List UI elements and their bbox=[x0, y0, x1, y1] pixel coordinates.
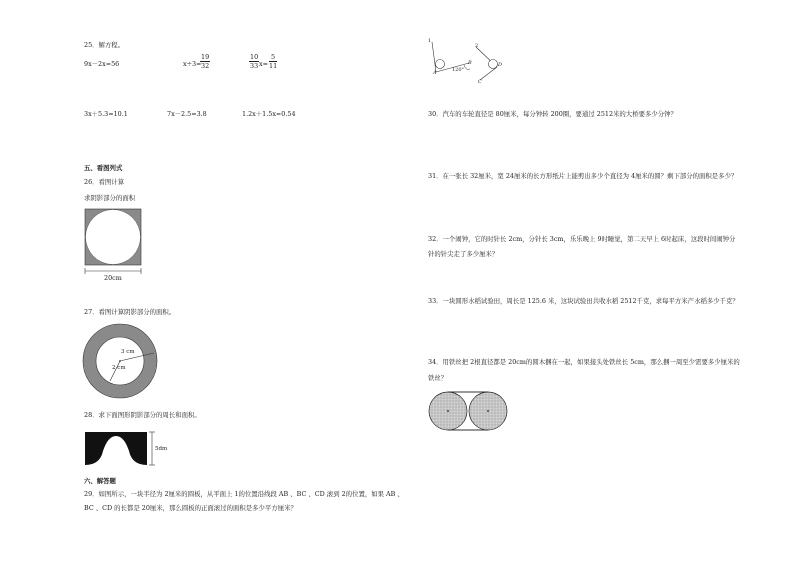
q26-dimension-label: 20cm bbox=[104, 274, 122, 282]
q25-eq3-right-denominator: 11 bbox=[269, 62, 278, 71]
q27-title: 27．看图计算阴影部分的面积。 bbox=[84, 308, 176, 316]
q29-label-a: A bbox=[433, 70, 437, 76]
q26-subtitle: 求阴影部分的面积 bbox=[84, 194, 136, 202]
q27-inner-radius-label: 2 cm bbox=[112, 365, 126, 371]
q26-title: 26．看图计算 bbox=[84, 178, 125, 186]
q29-label-b: B bbox=[468, 60, 472, 66]
q29-line2: BC 、CD 的长都是 20厘米，那么圆板的正面滚过的面积是多少平方厘米？ bbox=[84, 504, 297, 512]
q34-logs-figure bbox=[428, 391, 510, 431]
q25-eq2-numerator: 19 bbox=[201, 53, 210, 61]
q25-eq3-right-fraction bbox=[269, 54, 277, 70]
q29-label-c: C bbox=[478, 79, 482, 85]
q28-title: 28．求下面图形阴影部分的周长和面积。 bbox=[84, 411, 201, 419]
q29-angle-label: 120° bbox=[452, 67, 465, 73]
q26-white-circle bbox=[86, 210, 141, 265]
q30-text: 30．汽车的车轮直径是 80厘米，每分钟转 200圈，要通过 2512米的大桥要多少分钟？ bbox=[428, 110, 677, 118]
q28-dimension-label: 5dm bbox=[155, 446, 168, 452]
q29-segment-cd bbox=[480, 67, 497, 80]
q25-title: 25．解方程。 bbox=[84, 41, 125, 49]
q29-label-1: 1 bbox=[428, 38, 432, 44]
q25-eq3-x: x= bbox=[259, 60, 268, 68]
q25-eq3-right-numerator: 5 bbox=[269, 54, 277, 62]
q29-label-2: 2 bbox=[475, 43, 479, 49]
q25-eq4: 3x＋5.3=10.1 bbox=[84, 110, 128, 118]
q25-eq3-left-fraction bbox=[249, 54, 259, 70]
section5-heading: 五、看图列式 bbox=[84, 164, 123, 172]
q25-eq2-lhs: x÷3= bbox=[183, 60, 202, 68]
q25-eq5: 7x－2.5=3.8 bbox=[167, 110, 207, 118]
q25-eq3-left-denominator: 33 bbox=[250, 62, 259, 71]
q29-disk-end bbox=[489, 60, 498, 69]
q29-line1: 29．如图所示，一块半径为 2厘米的圆板，从平面上 1的位置沿线段 AB 、BC 、CD 滚到 2的位置，如果 AB 、 bbox=[84, 490, 404, 498]
q25-eq2-denominator: 32 bbox=[201, 62, 210, 71]
q27-annulus-figure bbox=[82, 323, 160, 401]
q26-figure bbox=[84, 208, 146, 284]
section6-heading: 六、解答题 bbox=[84, 477, 116, 485]
q28-shaded-shape bbox=[85, 432, 147, 465]
q29-segment-ab bbox=[432, 42, 436, 72]
q33-text: 33．一块圆形水稻试验田，周长是 125.6 米，这块试验田共收水稻 2512千克，求每平方米产水稻多少千克？ bbox=[428, 297, 739, 305]
q29-label-d: D bbox=[498, 62, 503, 68]
q31-text: 31．在一张长 32厘米，宽 24厘米的长方形纸片上能剪出多少个直径为 4厘米的圆？剩下部分的面积是多少？ bbox=[428, 172, 738, 180]
q25-eq1: 9x－2x=56 bbox=[84, 60, 120, 68]
q32-line2: 针的针尖走了多少厘米？ bbox=[428, 250, 499, 258]
q28-figure bbox=[84, 431, 160, 467]
q25-eq2-fraction bbox=[200, 54, 210, 70]
q34-line2: 铁丝？ bbox=[428, 374, 448, 382]
q25-eq3-left-numerator: 10 bbox=[250, 53, 259, 61]
q29-disk-start bbox=[436, 60, 445, 69]
q25-eq6: 1.2x＋1.5x=0.54 bbox=[242, 110, 296, 118]
q27-outer-radius-label: 3 cm bbox=[121, 349, 135, 355]
q32-line1: 32．一个闹钟，它的时针长 2cm，分针长 3cm，乐乐晚上 9时睡觉，第二天早上 6时起床，这段时间闹钟分 bbox=[428, 235, 736, 243]
q34-line1: 34．用铁丝把 2根直径都是 20cm的圆木捆在一起，如果接头处铁丝长 5cm，那么捆一周至少需要多少厘米的 bbox=[428, 358, 740, 366]
